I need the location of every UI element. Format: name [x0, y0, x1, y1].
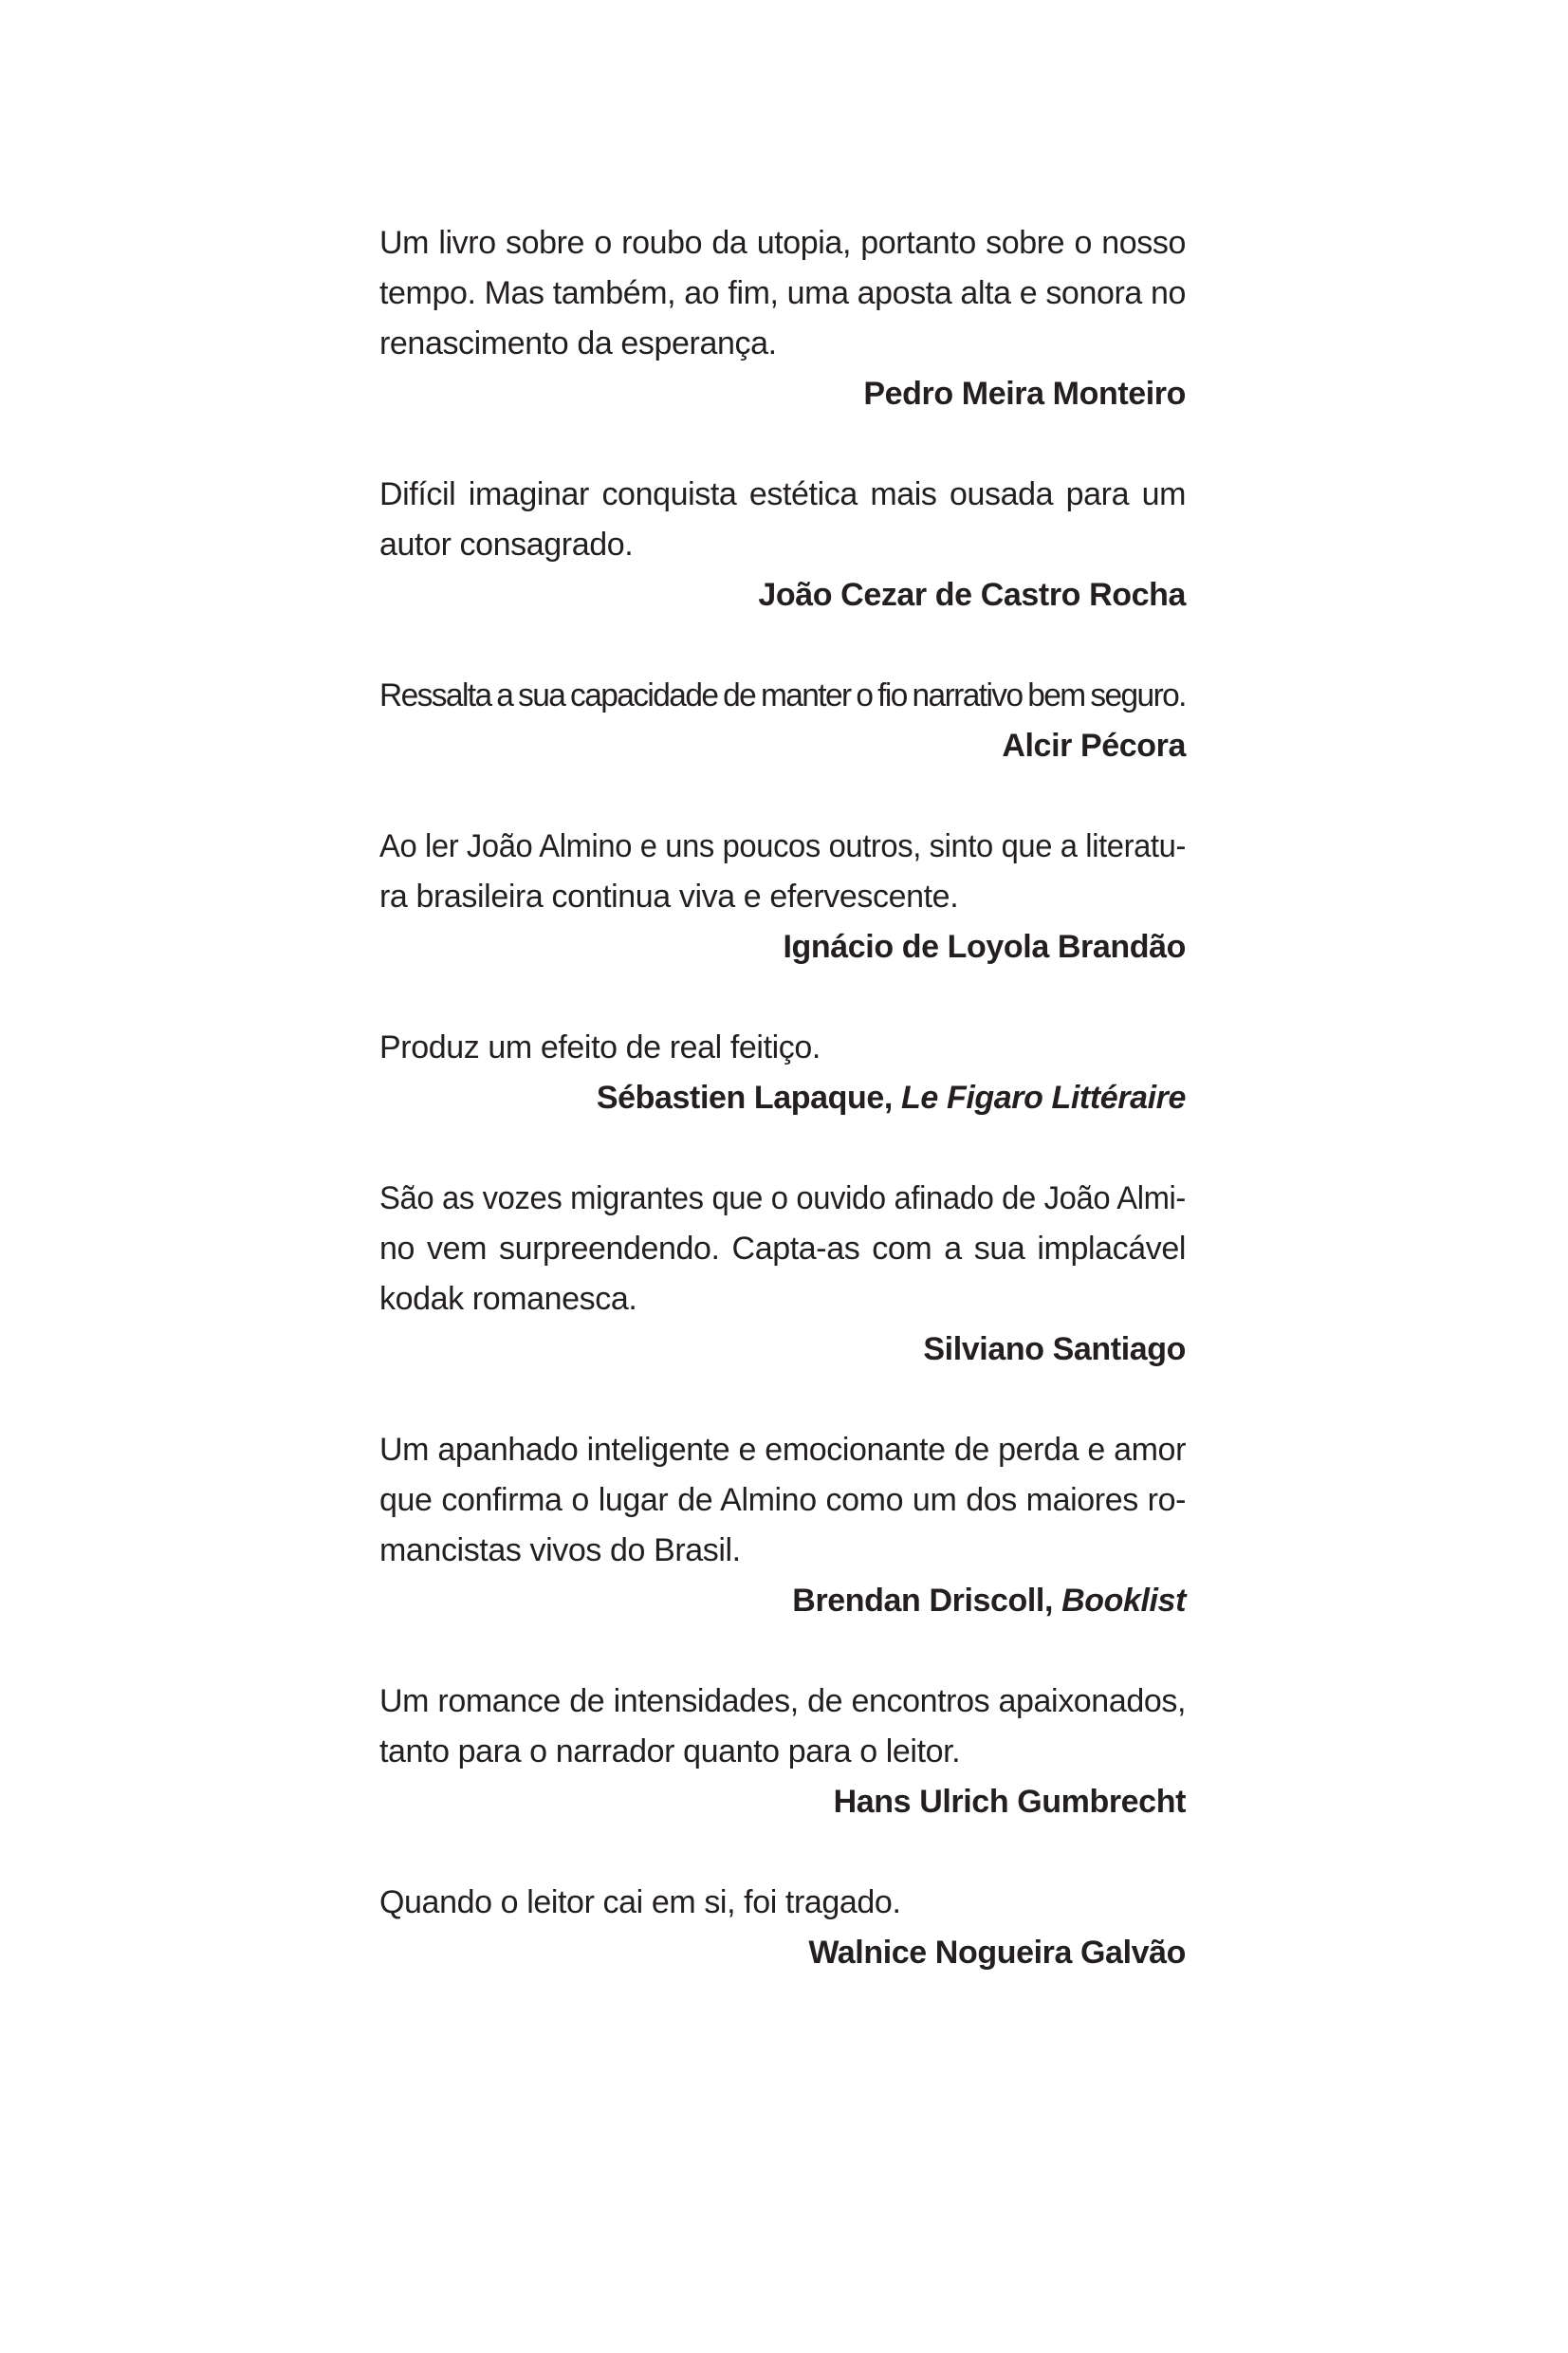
blurb-author [379, 570, 1186, 621]
author-source: Le Figaro Littéraire [901, 1080, 1186, 1116]
blurb-author [379, 1576, 1186, 1626]
quote-line: ra brasileira continua viva e efervescente. [379, 879, 959, 915]
quote-line: que confirma o lugar de Almino como um dos maiores ro- [379, 1482, 1186, 1518]
author-name: Silviano Santiago [923, 1331, 1186, 1367]
blurb-author [379, 1073, 1186, 1123]
blurb-quote [379, 1174, 1186, 1325]
blurb-quote [379, 1023, 1186, 1073]
quote-line: Quando o leitor cai em si, foi tragado. [379, 1884, 901, 1920]
author-name: Pedro Meira Monteiro [863, 376, 1186, 412]
quote-line: mancistas vivos do Brasil. [379, 1532, 741, 1568]
author-name: Walnice Nogueira Galvão [808, 1935, 1186, 1971]
quote-line: Difícil imaginar conquista estética mais ousada para um [379, 476, 1186, 512]
quote-line: São as vozes migrantes que o ouvido afinado de João Almi- [379, 1180, 1186, 1216]
quote-line: tanto para o narrador quanto para o leitor. [379, 1733, 961, 1769]
quote-line: Produz um efeito de real feitiço. [379, 1029, 821, 1065]
author-source: Booklist [1061, 1583, 1186, 1619]
blurb-5 [379, 1023, 1186, 1123]
quote-line: Ressalta a sua capacidade de manter o fio narrativo bem seguro. [379, 677, 1186, 713]
author-name: Sébastien Lapaque, [596, 1080, 893, 1116]
blurb-author [379, 1777, 1186, 1827]
quote-line: no vem surpreendendo. Capta-as com a sua implacável [379, 1231, 1186, 1267]
blurb-7 [379, 1425, 1186, 1626]
blurb-1 [379, 218, 1186, 419]
blurb-author [379, 1928, 1186, 1978]
blurb-quote [379, 1425, 1186, 1576]
blurb-3 [379, 671, 1186, 771]
author-name: Alcir Pécora [1002, 728, 1186, 764]
quote-line: Ao ler João Almino e uns poucos outros, sinto que a literatu- [379, 828, 1186, 864]
blurbs-page [379, 218, 1186, 1978]
quote-line: Um romance de intensidades, de encontros apaixonados, [379, 1683, 1186, 1719]
author-name: Ignácio de Loyola Brandão [783, 929, 1186, 965]
blurb-author [379, 369, 1186, 419]
blurb-quote [379, 218, 1186, 369]
quote-line: kodak romanesca. [379, 1281, 637, 1317]
quote-line: Um apanhado inteligente e emocionante de perda e amor [379, 1432, 1186, 1468]
blurb-quote [379, 1878, 1186, 1928]
blurb-quote [379, 470, 1186, 570]
blurb-author [379, 922, 1186, 973]
author-name: Hans Ulrich Gumbrecht [833, 1784, 1186, 1820]
blurb-9 [379, 1878, 1186, 1978]
quote-line: tempo. Mas também, ao fim, uma aposta alta e sonora no [379, 275, 1186, 311]
blurb-quote [379, 671, 1186, 721]
blurb-author [379, 721, 1186, 771]
quote-line: renascimento da esperança. [379, 325, 777, 361]
quote-line: Um livro sobre o roubo da utopia, portanto sobre o nosso [379, 225, 1186, 261]
quote-line: autor consagrado. [379, 527, 634, 563]
blurb-author [379, 1325, 1186, 1375]
blurb-quote [379, 822, 1186, 922]
blurb-2 [379, 470, 1186, 621]
blurb-8 [379, 1677, 1186, 1827]
author-name: João Cezar de Castro Rocha [758, 577, 1186, 613]
author-name: Brendan Driscoll, [792, 1583, 1054, 1619]
blurb-4 [379, 822, 1186, 973]
blurb-quote [379, 1677, 1186, 1777]
blurb-6 [379, 1174, 1186, 1375]
